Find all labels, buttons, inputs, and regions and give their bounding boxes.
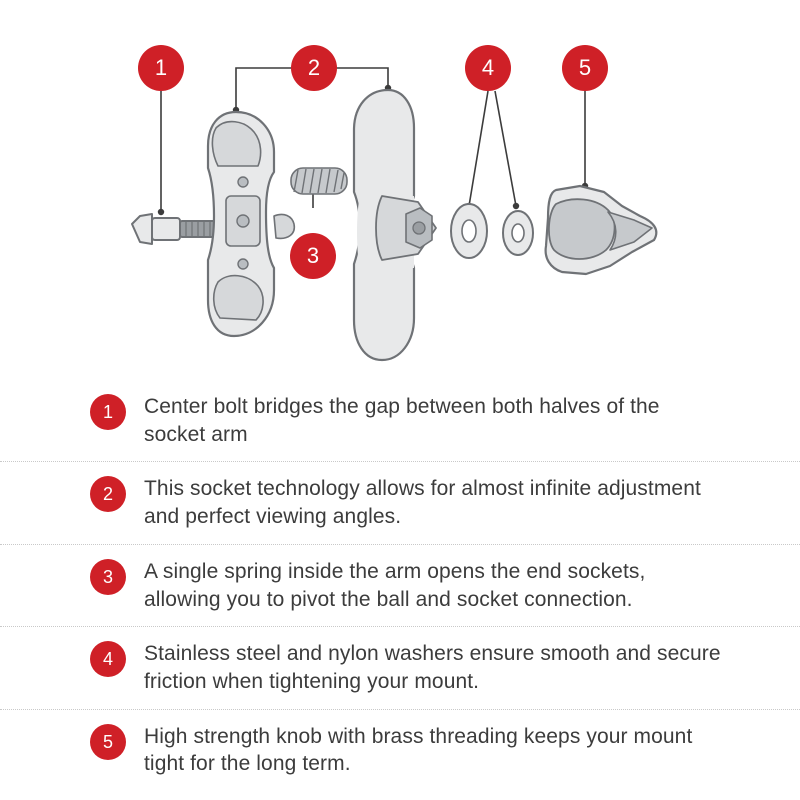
legend-badge-5 (90, 724, 126, 760)
knob-grip (549, 199, 615, 259)
leader-line-4a (469, 91, 488, 206)
legend-text-4: Stainless steel and nylon washers ensure smooth and secure friction when tightening your mount. (144, 642, 721, 694)
leader-dot-4b (513, 203, 519, 209)
legend-badge-1 (90, 394, 126, 430)
part-socket-arm-right (354, 90, 436, 360)
part-knob (546, 186, 657, 274)
arm-right-hex-hole (413, 222, 425, 234)
legend-item-2 (0, 462, 800, 544)
legend-text-1: Center bolt bridges the gap between both halves of the socket arm (144, 395, 660, 446)
bolt-head (132, 214, 152, 244)
washer-nylon-hole (512, 224, 524, 242)
arm-left-lower-hole (238, 259, 248, 269)
legend-badge-4 (90, 641, 126, 677)
legend-item-4 (0, 627, 800, 709)
callout-badge-4-label: 4 (481, 55, 495, 80)
legend-text-3: A single spring inside the arm opens the end sockets, allowing you to pivot the ball and socket connection. (144, 559, 646, 611)
arm-left-pivot-boss (274, 214, 294, 238)
legend-list (0, 380, 800, 800)
diagram-svg (0, 0, 800, 380)
legend-badge-2 (90, 476, 126, 512)
legend-badge-3-label: 3 (102, 566, 113, 587)
legend-text-2: This socket technology allows for almost infinite adjustment and perfect viewing angles. (144, 477, 701, 529)
legend-badge-5-label: 5 (102, 731, 113, 752)
part-spring (291, 168, 347, 194)
part-center-bolt (132, 214, 216, 244)
legend-text-5: High strength knob with brass threading keeps your mount tight for the long term. (144, 724, 693, 776)
exploded-view-diagram (0, 0, 800, 380)
arm-left-center-hole (237, 215, 249, 227)
callout-badge-2 (291, 45, 337, 91)
legend-item-1 (0, 380, 800, 462)
legend-badge-2-label: 2 (102, 484, 113, 505)
part-socket-arm-left (208, 112, 294, 336)
callout-badge-4 (465, 45, 511, 91)
arm-left-upper-hole (238, 177, 248, 187)
callout-badge-1 (138, 45, 184, 91)
callout-badge-5 (562, 45, 608, 91)
leader-line-4b (495, 91, 516, 206)
legend-badge-4-label: 4 (102, 649, 113, 670)
callout-badge-1-label: 1 (154, 55, 168, 80)
part-washers (451, 204, 533, 258)
legend-badge-3 (90, 559, 126, 595)
leader-dot-1 (158, 209, 164, 215)
callout-badge-3-label: 3 (306, 243, 320, 268)
callout-badge-3 (290, 233, 336, 279)
legend-badge-1-label: 1 (102, 402, 113, 422)
callout-badge-5-label: 5 (578, 55, 592, 80)
washer-steel-hole (462, 220, 476, 242)
bolt-shoulder (152, 218, 180, 240)
legend-item-3 (0, 545, 800, 627)
callout-badge-2-label: 2 (307, 55, 321, 80)
legend-item-5 (0, 710, 800, 791)
